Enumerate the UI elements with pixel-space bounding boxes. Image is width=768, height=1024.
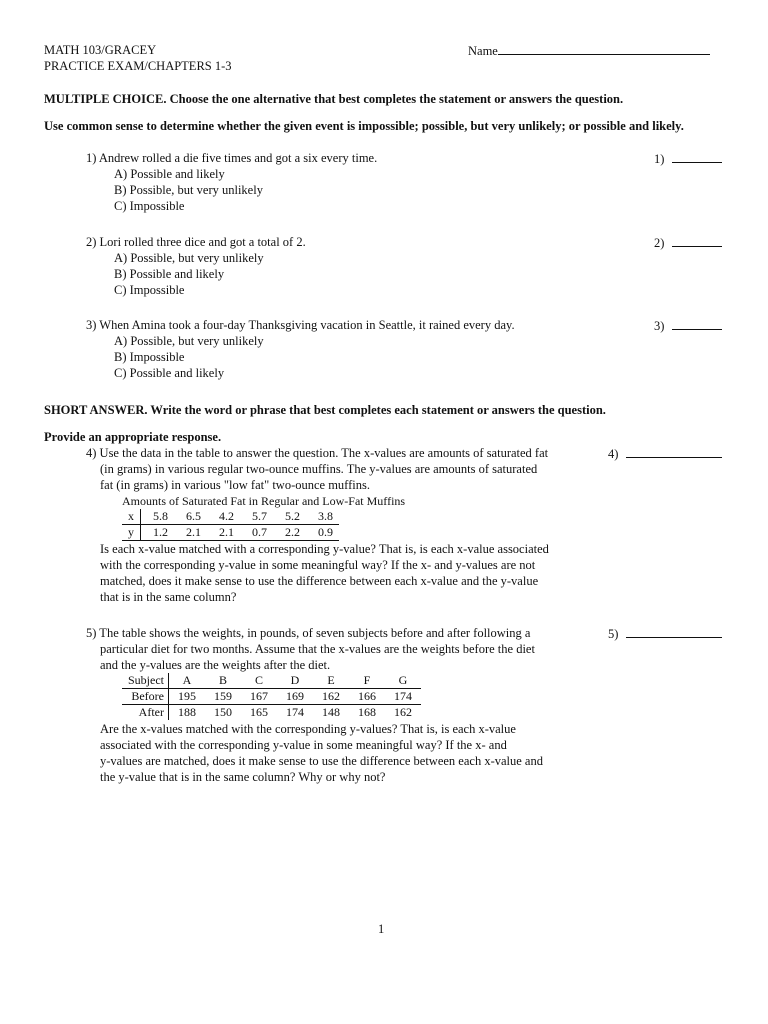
q5-cell: 168 <box>358 705 376 719</box>
q2-answer-label: 2) <box>654 236 665 250</box>
q5-line-3: and the y-values are the weights after the diet. <box>100 658 331 672</box>
q3-stem: 3) When Amina took a four-day Thanksgiving vacation in Seattle, it rained every day. <box>86 318 515 332</box>
q4-after-1: Is each x-value matched with a corresponding y-value? That is, is each x-value associated <box>100 542 549 556</box>
q5-cell: 159 <box>205 689 241 705</box>
q4-after-2: with the corresponding y-value in some meaningful way? If the x- and y-values are not <box>100 558 536 572</box>
sa-instruction: Provide an appropriate response. <box>44 430 222 444</box>
q5-cell: 195 <box>169 689 206 705</box>
q4-row-x <box>122 509 339 525</box>
q5-cell: 162 <box>313 689 349 705</box>
q5-cell: C <box>241 673 277 689</box>
q5-cell: B <box>205 673 241 689</box>
q5-line-1: 5) The table shows the weights, in pounds, of seven subjects before and after following a <box>86 626 531 640</box>
q1-choice-a: A) Possible and likely <box>114 167 225 181</box>
q2-answer <box>654 234 722 251</box>
q4-answer-label: 4) <box>608 447 619 461</box>
q5-cell: G <box>385 673 421 689</box>
q4-row-y <box>122 525 339 541</box>
q4-cell: 2.2 <box>273 525 306 541</box>
q3-answer <box>654 317 722 334</box>
q4-after-4: that is in the same column? <box>100 590 237 604</box>
q2-choice-b: B) Possible and likely <box>114 267 225 281</box>
q3-choice-c: C) Possible and likely <box>114 366 225 380</box>
q5-answer <box>608 625 722 642</box>
q5-after-2: associated with the corresponding y-value in some meaningful way? If the x- and <box>100 738 507 752</box>
q4-line-2: (in grams) in various regular two-ounce muffins. The y-values are amounts of saturated <box>100 462 538 476</box>
exam-title: PRACTICE EXAM/CHAPTERS 1-3 <box>44 59 232 73</box>
q1-answer <box>654 150 722 167</box>
q5-cell: 162 <box>394 705 412 719</box>
q2-choice-c: C) Impossible <box>114 283 185 297</box>
q5-row-after <box>122 705 421 721</box>
course-title: MATH 103/GRACEY <box>44 43 157 57</box>
q4-cell: 0.7 <box>240 525 273 541</box>
q5-after-4: the y-value that is in the same column? Why or why not? <box>100 770 386 784</box>
q5-cell: F <box>349 673 385 689</box>
q1-stem: 1) Andrew rolled a die five times and got a six every time. <box>86 151 378 165</box>
q5-cell: 150 <box>214 705 232 719</box>
q4-answer <box>608 445 722 462</box>
q5-cell: 188 <box>178 705 196 719</box>
q5-cell: Subject <box>122 673 169 689</box>
mc-heading: MULTIPLE CHOICE. Choose the one alternative that best completes the statement or answers the question. <box>44 92 624 106</box>
q5-cell: After <box>122 705 169 721</box>
q3-answer-label: 3) <box>654 319 665 333</box>
q5-cell: D <box>277 673 313 689</box>
q4-line-3: fat (in grams) in various "low fat" two-ounce muffins. <box>100 478 370 492</box>
q4-cell: 5.2 <box>273 509 306 525</box>
q5-cell: 148 <box>322 705 340 719</box>
q4-cell: 5.7 <box>240 509 273 525</box>
q2-stem: 2) Lori rolled three dice and got a total of 2. <box>86 235 306 249</box>
q5-row-before <box>122 689 421 705</box>
q5-line-2: particular diet for two months. Assume that the x-values are the weights before the diet <box>100 642 535 656</box>
q5-cell: 165 <box>250 705 268 719</box>
q4-cell: 5.8 <box>141 509 175 525</box>
q5-row-subject <box>122 673 421 689</box>
q5-cell: E <box>313 673 349 689</box>
q5-data-table <box>122 673 421 720</box>
q4-line-1: 4) Use the data in the table to answer the question. The x-values are amounts of saturated fat <box>86 446 549 460</box>
q4-cell: y <box>122 525 141 541</box>
q5-cell: 169 <box>277 689 313 705</box>
name-blank <box>498 42 710 55</box>
q5-cell: 174 <box>286 705 304 719</box>
q4-cell: 1.2 <box>141 525 175 541</box>
q4-cell: 3.8 <box>306 509 339 525</box>
sa-heading: SHORT ANSWER. Write the word or phrase that best completes each statement or answers the question. <box>44 403 606 417</box>
q2-answer-blank <box>672 234 722 247</box>
q5-cell: 166 <box>349 689 385 705</box>
q5-answer-label: 5) <box>608 627 619 641</box>
q3-answer-blank <box>672 317 722 330</box>
page-number: 1 <box>378 922 385 936</box>
q4-cell: x <box>122 509 141 525</box>
name-field <box>468 42 710 59</box>
name-label: Name <box>468 44 498 58</box>
q5-after-1: Are the x-values matched with the corresponding y-values? That is, is each x-value <box>100 722 516 736</box>
q4-cell: 2.1 <box>174 525 207 541</box>
q4-answer-blank <box>626 445 722 458</box>
q5-after-3: y-values are matched, does it make sense to use the difference between each x-value and <box>100 754 543 768</box>
q1-choice-c: C) Impossible <box>114 199 185 213</box>
q5-cell: 174 <box>385 689 421 705</box>
q5-cell: A <box>169 673 206 689</box>
q3-choice-a: A) Possible, but very unlikely <box>114 334 264 348</box>
mc-instruction: Use common sense to determine whether the given event is impossible; possible, but very unlikely; or possible and likely. <box>44 119 684 133</box>
q1-choice-b: B) Possible, but very unlikely <box>114 183 263 197</box>
q3-choice-b: B) Impossible <box>114 350 185 364</box>
q4-data-table <box>122 509 339 541</box>
q5-cell: Before <box>122 689 169 705</box>
q2-choice-a: A) Possible, but very unlikely <box>114 251 264 265</box>
q4-table-title: Amounts of Saturated Fat in Regular and Low-Fat Muffins <box>122 494 406 508</box>
q5-answer-blank <box>626 625 722 638</box>
q4-cell: 4.2 <box>207 509 240 525</box>
q1-answer-blank <box>672 150 722 163</box>
q4-cell: 0.9 <box>306 525 339 541</box>
q4-cell: 2.1 <box>207 525 240 541</box>
q4-cell: 6.5 <box>174 509 207 525</box>
q5-cell: 167 <box>241 689 277 705</box>
q1-answer-label: 1) <box>654 152 665 166</box>
q4-after-3: matched, does it make sense to use the difference between each x-value and the y-value <box>100 574 539 588</box>
